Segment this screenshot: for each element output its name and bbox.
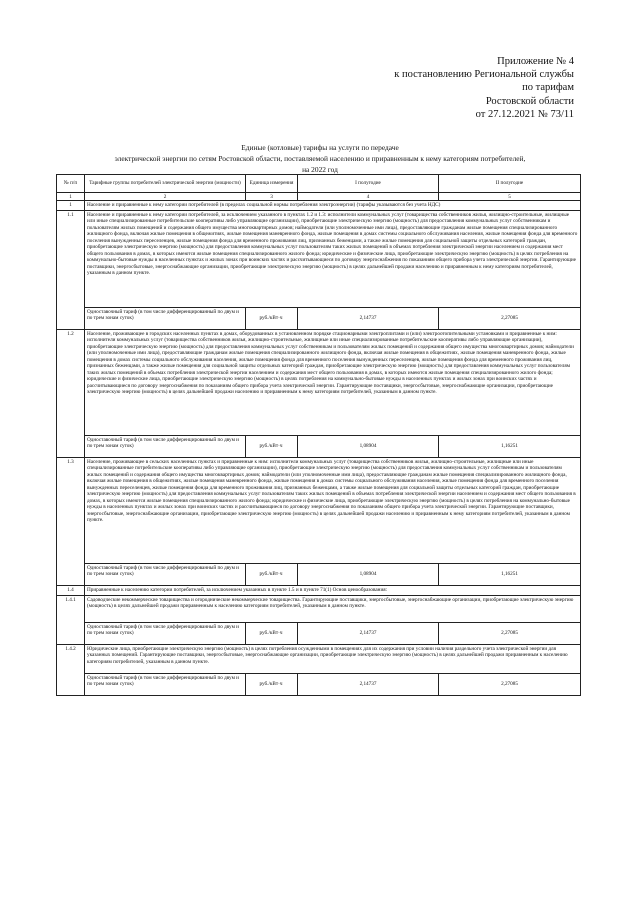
col-index: 4 <box>298 193 439 201</box>
table-row <box>57 645 581 674</box>
table-header-row <box>57 175 581 193</box>
tariff-label: Одноставочный тариф (в том числе дифференцированный по двум и по трем зонам суток) <box>85 308 246 330</box>
row-description: Садоводческие некоммерческие товарищества и огороднические некоммерческие товарищества. Гарантирующие поставщики, энергосбытовые, энергоснабжающие организации, приобретающие электрическую энергию (мощность) в целях дальнейшей продажи приравненным к населению категориям потребителей, указанным в данном пункте. <box>85 596 581 623</box>
row-description: Население, проживающее в сельских населенных пунктах и приравненные к ним: исполнители коммунальных услуг (товарищества собственников жилья, жилищно-строительные, жилищные или иные специализированные потребительские кооперативы либо управляющие организации), приобретающие электрическую энергию (мощность) для предоставления коммунальных услуг собственникам и пользователям жилых помещений и содержания общего имущества многоквартирных домов; наймодатели (или уполномоченные ими лица), предоставляющие гражданам жилые помещения специализированного жилищного фонда, включая жилые помещения в общежитиях, жилые помещения маневренного фонда, жилые помещения в домах системы социального обслуживания населения, жилые помещения фонда для временного поселения вынужденных переселенцев, жилые помещения фонда для временного проживания лиц, признанных беженцами, а также жилые помещения для социальной защиты отдельных категорий граждан, приобретающие электрическую энергию (мощность) для предоставления коммунальных услуг пользователям таких жилых помещений в объемах потребления электрической энергии населением и содержания мест общего пользования в домах, в которых имеются жилые помещения специализированного жилого фонда; юридические и физические лица, приобретающие электрическую энергию (мощность) в целях потребления на коммунально-бытовые нужды в населенных пунктах и жилых зонах при воинских частях и рассчитывающиеся по договору энергоснабжения по показаниям общего прибора учета электрической энергии. Гарантирующие поставщики, энергосбытовые, энергоснабжающие организации, приобретающие электрическую энергию (мощность) в целях дальнейшей продажи населению и приравненным к нему категориям потребителей, указанным в данном пункте. <box>85 458 581 564</box>
col-index: 5 <box>439 193 581 201</box>
tariff-h2-value: 2,27085 <box>439 674 581 696</box>
tariff-h1-value: 2,14737 <box>298 623 439 645</box>
tariff-row <box>57 308 581 330</box>
tariff-label: Одноставочный тариф (в том числе дифференцированный по двум и по трем зонам суток) <box>85 674 246 696</box>
tariff-h1-value: 1,08904 <box>298 564 439 586</box>
table-row <box>57 596 581 623</box>
tariff-row <box>57 564 581 586</box>
appendix-line: к постановлению Региональной службы <box>394 69 574 81</box>
tariff-unit: руб./кВт·ч <box>246 674 298 696</box>
column-index-row <box>57 193 581 201</box>
tariff-row <box>57 674 581 696</box>
col-index: 1 <box>57 193 85 201</box>
title-line: электрической энергии по сетям Ростовской области, поставляемой населению и приравненным к нему категориям потребителей, <box>114 154 526 163</box>
tariff-row <box>57 623 581 645</box>
tariff-h2-value: 1,16251 <box>439 564 581 586</box>
row-description: Приравненные к населению категории потребителей, за исключением указанных в пункте 1.5 и в пункте 71(1) Основ ценообразования: <box>85 586 581 596</box>
row-number: 1.4 <box>57 586 85 596</box>
table-row <box>57 201 581 211</box>
col-header-group: Тарифные группы потребителей электрической энергии (мощности) <box>85 175 246 193</box>
col-index: 2 <box>85 193 246 201</box>
document-title <box>60 142 580 175</box>
row-number: 1.4.1 <box>57 596 85 645</box>
row-description: Население и приравненные к нему категории потребителей, за исключением указанного в пунктах 1.2 и 1.3: исполнители коммунальных услуг (товарищества собственников жилья, жилищно-строительные, жилищные или иные специализированные потребительские кооперативы либо управляющие организации), приобретающие электрическую энергию (мощность) для предоставления коммунальных услуг собственникам и пользователям жилых помещений и содержания общего имущества многоквартирных домов; наймодатели (или уполномоченные ими лица), предоставляющие гражданам жилые помещения специализированного жилищного фонда, включая жилые помещения в общежитиях, жилые помещения маневренного фонда, жилые помещения в домах системы социального обслуживания населения, жилые помещения фонда для временного поселения вынужденных переселенцев, жилые помещения фонда для временного проживания лиц, признанных беженцами, а также жилые помещения для социальной защиты отдельных категорий граждан, приобретающие электрическую энергию (мощность) для предоставления коммунальных услуг пользователям таких жилых помещений в объемах потребления электрической энергии населением и содержания мест общего пользования в домах, в которых имеются жилые помещения специализированного жилого фонда; юридические и физические лица, приобретающие электрическую энергию (мощность) в целях потребления на коммунально-бытовые нужды в населенных пунктах и жилых зонах при воинских частях и рассчитывающиеся по договору энергоснабжения по показаниям общего прибора учета электрической энергии. Гарантирующие поставщики, энергосбытовые, энергоснабжающие организации, приобретающие электрическую энергию (мощность) в целях дальнейшей продажи населению и приравненным к нему категориям потребителей, указанным в данном пункте. <box>85 211 581 308</box>
table-row <box>57 330 581 436</box>
title-line: на 2022 год <box>302 165 338 174</box>
tariff-h1-value: 2,14737 <box>298 308 439 330</box>
row-description: Население и приравненные к нему категории потребителей (в пределах социальной нормы потребления электроэнергии) (тарифы указываются без учета НДС) <box>85 201 581 211</box>
appendix-line: по тарифам <box>522 82 574 94</box>
appendix-header <box>394 55 574 121</box>
tariff-label: Одноставочный тариф (в том числе дифференцированный по двум и по трем зонам суток) <box>85 623 246 645</box>
tariff-table <box>56 174 581 696</box>
tariff-h2-value: 1,16251 <box>439 436 581 458</box>
tariff-h2-value: 2,27085 <box>439 623 581 645</box>
tariff-unit: руб./кВт·ч <box>246 564 298 586</box>
tariff-h1-value: 2,14737 <box>298 674 439 696</box>
row-number: 1.4.2 <box>57 645 85 696</box>
row-description: Население, проживающее в городских населенных пунктах в домах, оборудованных в установленном порядке стационарными электроплитами и (или) электроотопительными установками и приравненные к ним: исполнители коммунальных услуг (товарищества собственников жилья, жилищно-строительные, жилищные или иные специализированные потребительские кооперативы либо управляющие организации), приобретающие электрическую энергию (мощность) для предоставления коммунальных услуг собственникам и пользователям жилых помещений и содержания общего имущества многоквартирных домов; наймодатели (или уполномоченные ими лица), предоставляющие гражданам жилые помещения специализированного жилищного фонда, включая жилые помещения в общежитиях, жилые помещения маневренного фонда, жилые помещения в домах системы социального обслуживания населения, жилые помещения фонда для временного поселения вынужденных переселенцев, жилые помещения фонда для временного проживания лиц, признанных беженцами, а также жилые помещения для социальной защиты отдельных категорий граждан, приобретающие электрическую энергию (мощность) для предоставления коммунальных услуг пользователям таких жилых помещений в объемах потребления электрической энергии населением и содержания мест общего пользования в домах, в которых имеются жилые помещения специализированного жилого фонда; юридические и физические лица, приобретающие электрическую энергию (мощность) в целях потребления на коммунально-бытовые нужды в населенных пунктах и жилых зонах при воинских частях и рассчитывающиеся по договору энергоснабжения по показаниям общего прибора учета электрической энергии. Гарантирующие поставщики, энергосбытовые, энергоснабжающие организации, приобретающие электрическую энергию (мощность) в целях дальнейшей продажи населению и приравненным к нему категориям потребителей, указанным в данном пункте. <box>85 330 581 436</box>
row-number: 1.1 <box>57 211 85 330</box>
table-row <box>57 586 581 596</box>
tariff-label: Одноставочный тариф (в том числе дифференцированный по двум и по трем зонам суток) <box>85 564 246 586</box>
row-number: 1.2 <box>57 330 85 458</box>
tariff-unit: руб./кВт·ч <box>246 436 298 458</box>
appendix-line: Приложение № 4 <box>497 56 574 67</box>
table-row <box>57 211 581 308</box>
tariff-unit: руб./кВт·ч <box>246 308 298 330</box>
appendix-line: от 27.12.2021 № 73/11 <box>475 108 574 120</box>
row-description: Юридические лица, приобретающие электрическую энергию (мощность) в целях потребления осужденными в помещениях для их содержания при условии наличия раздельного учета электрической энергии для указанных помещений. Гарантирующие поставщики, энергосбытовые, энергоснабжающие организации, приобретающие электрическую энергию (мощность) в целях дальнейшей продажи приравненным к населению категориям потребителей, указанным в данном пункте. <box>85 645 581 674</box>
col-header-num: № п/п <box>57 175 85 193</box>
col-header-h2: II полугодие <box>439 175 581 193</box>
tariff-h1-value: 1,08904 <box>298 436 439 458</box>
tariff-unit: руб./кВт·ч <box>246 623 298 645</box>
row-number: 1.3 <box>57 458 85 586</box>
tariff-row <box>57 436 581 458</box>
col-header-h1: I полугодие <box>298 175 439 193</box>
appendix-line: Ростовской области <box>485 95 574 107</box>
row-number: 1 <box>57 201 85 211</box>
table-row <box>57 458 581 564</box>
title-line: Единые (котловые) тарифы на услуги по передаче <box>241 143 399 152</box>
tariff-h2-value: 2,27085 <box>439 308 581 330</box>
tariff-label: Одноставочный тариф (в том числе дифференцированный по двум и по трем зонам суток) <box>85 436 246 458</box>
col-header-unit: Единица измерения <box>246 175 298 193</box>
col-index: 3 <box>246 193 298 201</box>
